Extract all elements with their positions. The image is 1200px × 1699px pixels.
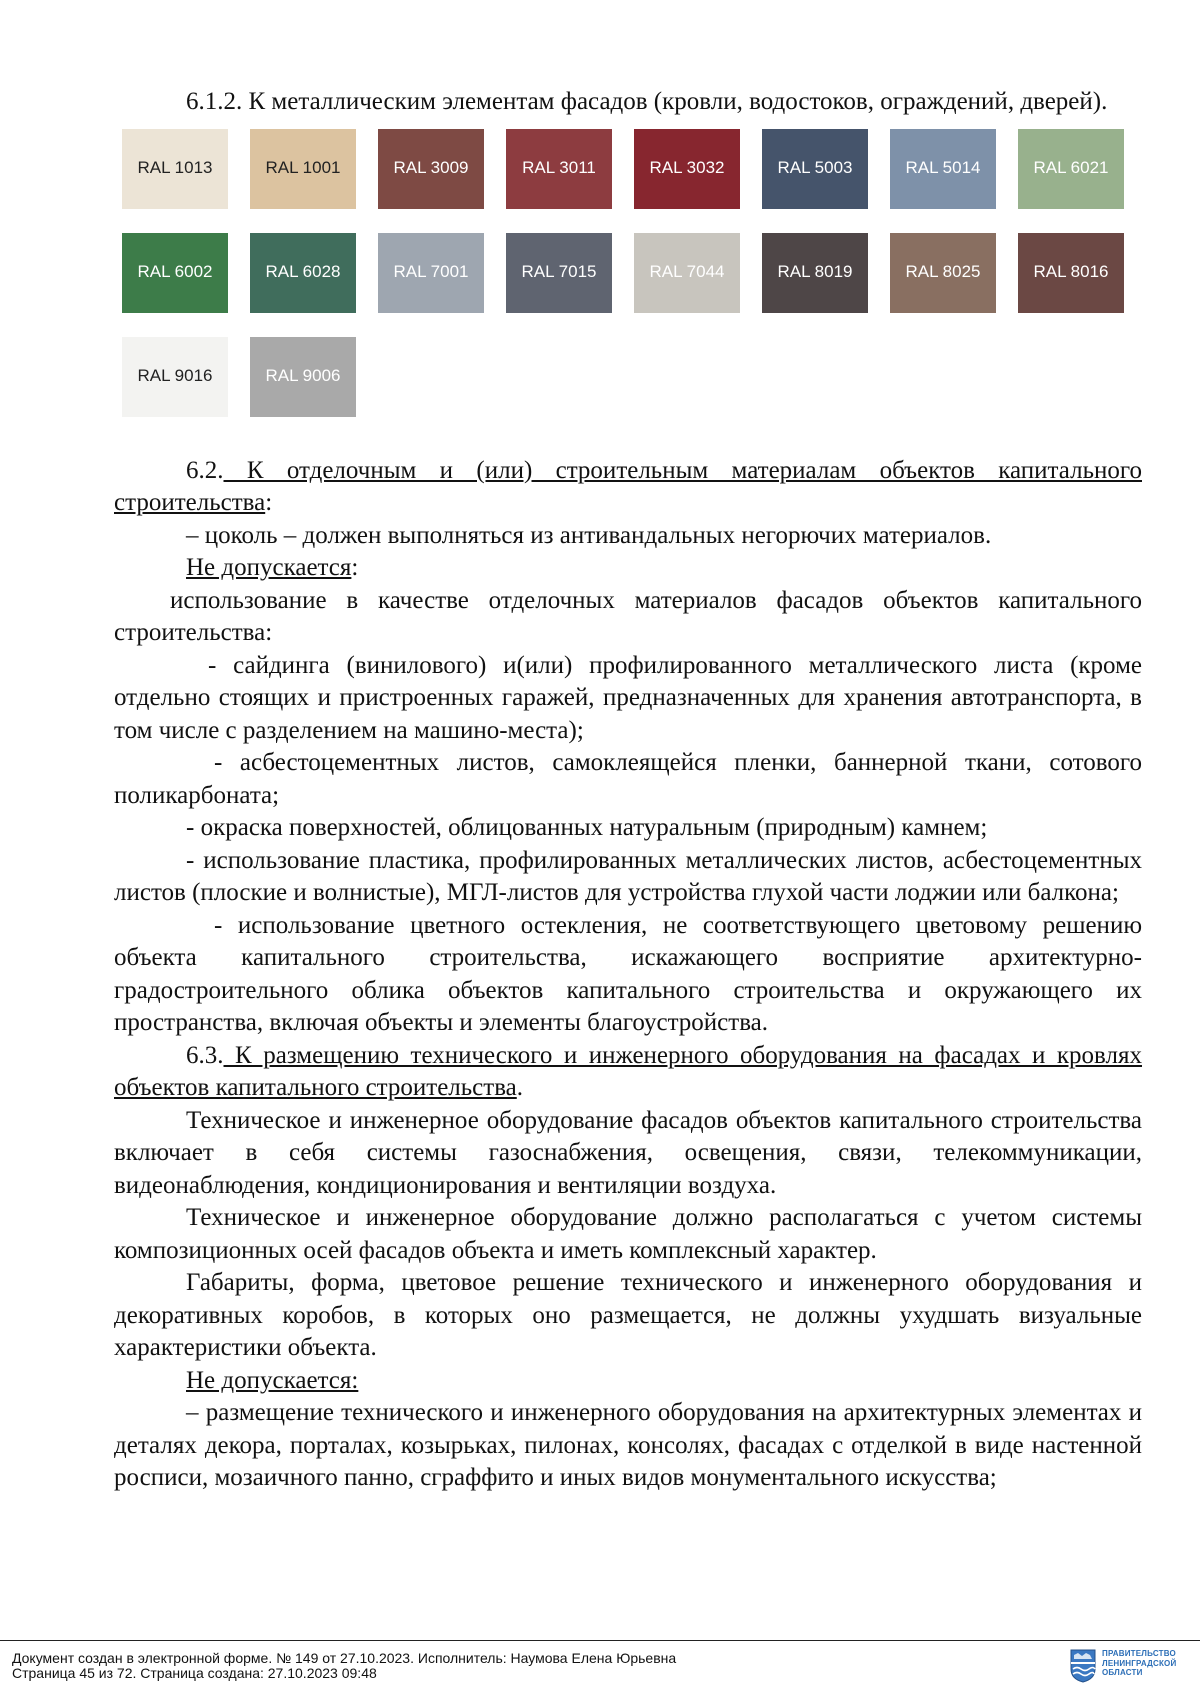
section-number: 6.2. <box>186 456 224 484</box>
footer-document-info: Документ создан в электронной форме. № 149 от 27.10.2023. Исполнитель: Наумова Елена Юрьевна <box>12 1650 677 1666</box>
government-logo-text <box>1102 1649 1176 1678</box>
color-swatch: RAL 5014 <box>890 129 996 209</box>
logo-line-2: ЛЕНИНГРАДСКОЙ <box>1102 1658 1177 1668</box>
prohibited-item-5: - использование цветного остекления, не соответствующего цветовому решению объекта капитального строительства, искажающего восприятие архитектурно-градостроительного облика объектов капитального строительства и окружающего их пространства, включая объекты и элементы благоустройства. <box>114 911 1142 1036</box>
color-swatch: RAL 3032 <box>634 129 740 209</box>
section-6-3-heading <box>114 1040 1142 1105</box>
color-swatch: RAL 6028 <box>250 233 356 313</box>
heading-punct: . <box>516 1074 524 1101</box>
color-swatch: RAL 5003 <box>762 129 868 209</box>
heading-punct: : <box>265 489 273 516</box>
section-6-1-2-heading: 6.1.2. К металлическим элементам фасадов (кровли, водостоков, ограждений, дверей). <box>186 88 1108 115</box>
equipment-paragraph-2: Техническое и инженерное оборудование должно располагаться с учетом системы композиционных осей фасадов объекта и иметь комплексный характер. <box>114 1204 1142 1264</box>
government-logo <box>1070 1649 1176 1683</box>
color-swatch: RAL 7015 <box>506 233 612 313</box>
equipment-paragraph-1: Техническое и инженерное оборудование фасадов объектов капитального строительства включает в себя системы газоснабжения, освещения, связи, телекоммуникации, видеонаблюдения, кондиционирования и вентиляции воздуха. <box>114 1106 1142 1199</box>
document-footer <box>0 1640 1200 1699</box>
document-page <box>114 86 1142 1495</box>
ral-color-swatches <box>122 129 1150 417</box>
prohibited-item-2: - асбестоцементных листов, самоклеящейся пленки, баннерной ткани, сотового поликарбоната; <box>114 749 1142 809</box>
usage-intro: использование в качестве отделочных материалов фасадов объектов капитального строительства: <box>114 586 1142 646</box>
prohibited-item-1: - сайдинга (винилового) и(или) профилированного металлического листа (кроме отдельно стоящих и пристроенных гаражей, предназначенных для хранения автотранспорта, в том числе с разделением на машино-места); <box>114 651 1142 744</box>
not-allowed-text: Не допускается: <box>186 1366 359 1394</box>
color-swatch: RAL 8016 <box>1018 233 1124 313</box>
color-swatch: RAL 3011 <box>506 129 612 209</box>
logo-line-3: ОБЛАСТИ <box>1102 1668 1143 1677</box>
equipment-paragraph-3: Габариты, форма, цветовое решение технического и инженерного оборудования и декоративных коробов, в которых оно размещается, не должны ухудшать визуальные характеристики объекта. <box>114 1269 1142 1361</box>
footer-text <box>12 1651 676 1681</box>
equipment-prohibited-item-1: – размещение технического и инженерного оборудования на архитектурных элементах и деталях декора, порталах, козырьках, пилонах, консолях, фасадах с отделкой в виде настенной росписи, мозаичного панно, сграффито и иных видов монументального искусства; <box>114 1399 1142 1491</box>
prohibited-item-3: - окраска поверхностей, облицованных натуральным (природным) камнем; <box>186 814 988 841</box>
color-swatch: RAL 1001 <box>250 129 356 209</box>
not-allowed-text: Не допускается <box>186 554 352 581</box>
logo-line-1: ПРАВИТЕЛЬСТВО <box>1102 1649 1176 1658</box>
footer-page-info: Страница 45 из 72. Страница создана: 27.10.2023 09:48 <box>12 1665 377 1681</box>
not-allowed-colon: : <box>351 554 359 581</box>
color-swatch: RAL 8025 <box>890 233 996 313</box>
not-allowed-label <box>114 552 1142 585</box>
color-swatch: RAL 6021 <box>1018 129 1124 209</box>
color-swatch: RAL 1013 <box>122 129 228 209</box>
color-swatch: RAL 3009 <box>378 129 484 209</box>
not-allowed-label-2 <box>114 1365 1142 1398</box>
color-swatch: RAL 6002 <box>122 233 228 313</box>
plinth-requirement: – цоколь – должен выполняться из антивандальных негорючих материалов. <box>186 521 992 549</box>
color-swatch: RAL 7044 <box>634 233 740 313</box>
color-swatch: RAL 9006 <box>250 337 356 417</box>
color-swatch: RAL 9016 <box>122 337 228 417</box>
color-swatch: RAL 7001 <box>378 233 484 313</box>
prohibited-item-4: - использование пластика, профилированных металлических листов, асбестоцементных листов (плоские и волнистые), МГЛ-листов для устройства глухой части лоджии или балкона; <box>114 846 1142 906</box>
section-title: К размещению технического и инженерного оборудования на фасадах и кровлях объектов капитального строительства <box>114 1041 1142 1101</box>
section-6-2-heading <box>114 455 1142 520</box>
color-swatch: RAL 8019 <box>762 233 868 313</box>
section-number: 6.3. <box>186 1041 224 1069</box>
coat-of-arms-icon <box>1070 1649 1096 1683</box>
section-title: К отделочным и (или) строительным материалам объектов капитального строительства <box>114 456 1142 516</box>
